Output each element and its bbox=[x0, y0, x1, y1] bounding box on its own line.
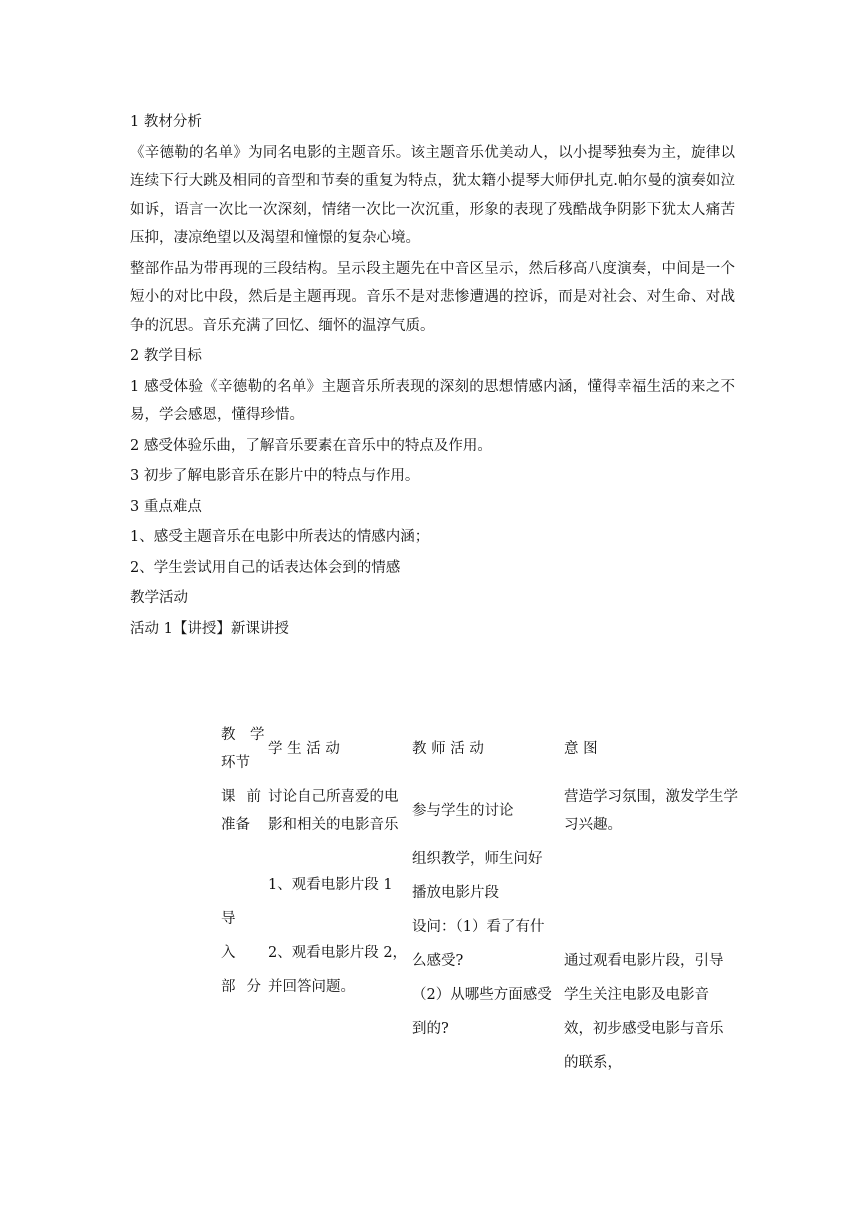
prep-stage-cell bbox=[221, 780, 268, 842]
analysis-paragraph-2: 整部作品为带再现的三段结构。呈示段主题先在中音区呈示，然后移高八度演奏，中间是一个短小的对比中段，然后是主题再现。音乐不是对悲惨遭遇的控诉，而是对社会、对生命、对战争的沉思。音乐充满了回忆、缅怀的温淳气质。 bbox=[130, 260, 735, 334]
prep-teacher: 参与学生的讨论 bbox=[412, 802, 514, 819]
intro-intent-4: 的联系， bbox=[564, 1055, 622, 1071]
intro-stage-cell bbox=[221, 842, 268, 1080]
section-heading-analysis: 1 教材分析 bbox=[130, 114, 202, 130]
header-stage-cell bbox=[221, 718, 268, 780]
intro-intent-2: 学生关注电影及电影音 bbox=[564, 987, 709, 1003]
intro-intent-cell bbox=[564, 842, 741, 1080]
intro-teacher-6: 到的? bbox=[412, 1021, 449, 1037]
goal-item-2: 2 感受体验乐曲，了解音乐要素在音乐中的特点及作用。 bbox=[130, 437, 492, 454]
prep-stage-top bbox=[221, 783, 261, 812]
intro-intent-3: 效，初步感受电影与音乐 bbox=[564, 1021, 724, 1037]
activity-1-title: 活动 1【讲授】新课讲授 bbox=[130, 620, 289, 637]
lesson-plan-table bbox=[221, 718, 741, 1080]
intro-student-cell bbox=[268, 842, 412, 1080]
prep-intent: 营造学习氛围，激发学生学习兴趣。 bbox=[564, 788, 738, 833]
section-heading-key-points: 3 重点难点 bbox=[130, 498, 202, 515]
table-row-prep bbox=[221, 780, 741, 842]
intro-teacher-1: 组织教学，师生问好 bbox=[412, 851, 543, 867]
goal-item-3: 3 初步了解电影音乐在影片中的特点与作用。 bbox=[130, 468, 420, 484]
section-heading-activities: 教学活动 bbox=[130, 590, 188, 606]
header-stage-top: 教 学 bbox=[221, 726, 265, 743]
analysis-paragraph-1: 《辛德勒的名单》为同名电影的主题音乐。该主题音乐优美动人，以小提琴独奏为主，旋律以连续下行大跳及相同的音型和节奏的重复为特点，犹太籍小提琴大师伊扎克.帕尔曼的演奏如泣如诉，语言一次比一次深刻，情绪一次比一次沉重，形象的表现了残酷战争阴影下犹太人痛苦压抑，凄凉绝望以及渴望和憧憬的复杂心境。 bbox=[130, 144, 735, 246]
key-point-1: 1、感受主题音乐在电影中所表达的情感内涵； bbox=[130, 529, 430, 545]
header-stage-bottom: 环节 bbox=[221, 755, 250, 771]
key-point-2: 2、学生尝试用自己的话表达体会到的情感 bbox=[130, 559, 401, 576]
goal-item-1: 1 感受体验《辛德勒的名单》主题音乐所表现的深刻的思想情感内涵，懂得幸福生活的来之不易，学会感恩，懂得珍惜。 bbox=[130, 378, 735, 423]
intro-stage-3-left: 部 bbox=[221, 979, 236, 995]
intro-student-1: 1、观看电影片段 1 bbox=[268, 877, 393, 893]
intro-stage-2: 入 bbox=[221, 945, 236, 961]
table-row-intro bbox=[221, 842, 741, 1080]
prep-stage-left: 课 bbox=[221, 788, 236, 805]
intro-student-3: 并回答问题。 bbox=[268, 979, 355, 995]
intro-teacher-cell bbox=[412, 842, 564, 1080]
header-intent: 意 图 bbox=[564, 740, 598, 757]
intro-teacher-5: （2）从哪些方面感受 bbox=[412, 987, 552, 1003]
intro-stage-3 bbox=[221, 970, 261, 1004]
prep-stage-bottom: 准备 bbox=[221, 817, 250, 833]
intro-stage-1: 导 bbox=[221, 911, 236, 927]
section-heading-goals: 2 教学目标 bbox=[130, 348, 202, 364]
header-teacher: 教 师 活 动 bbox=[412, 740, 484, 757]
intro-teacher-2: 播放电影片段 bbox=[412, 885, 499, 901]
table-header-row bbox=[221, 718, 741, 780]
intro-teacher-4: 么感受? bbox=[412, 953, 464, 969]
header-student: 学 生 活 动 bbox=[268, 740, 340, 757]
intro-stage-3-right: 分 bbox=[246, 979, 261, 995]
prep-student: 讨论自己所喜爱的电影和相关的电影音乐 bbox=[268, 788, 399, 833]
document-body bbox=[130, 108, 735, 645]
intro-teacher-3: 设问：（1）看了有什 bbox=[412, 919, 545, 935]
intro-student-2: 2、观看电影片段 2， bbox=[268, 945, 408, 961]
intro-intent-1: 通过观看电影片段，引导 bbox=[564, 953, 724, 969]
prep-stage-right: 前 bbox=[246, 788, 261, 805]
